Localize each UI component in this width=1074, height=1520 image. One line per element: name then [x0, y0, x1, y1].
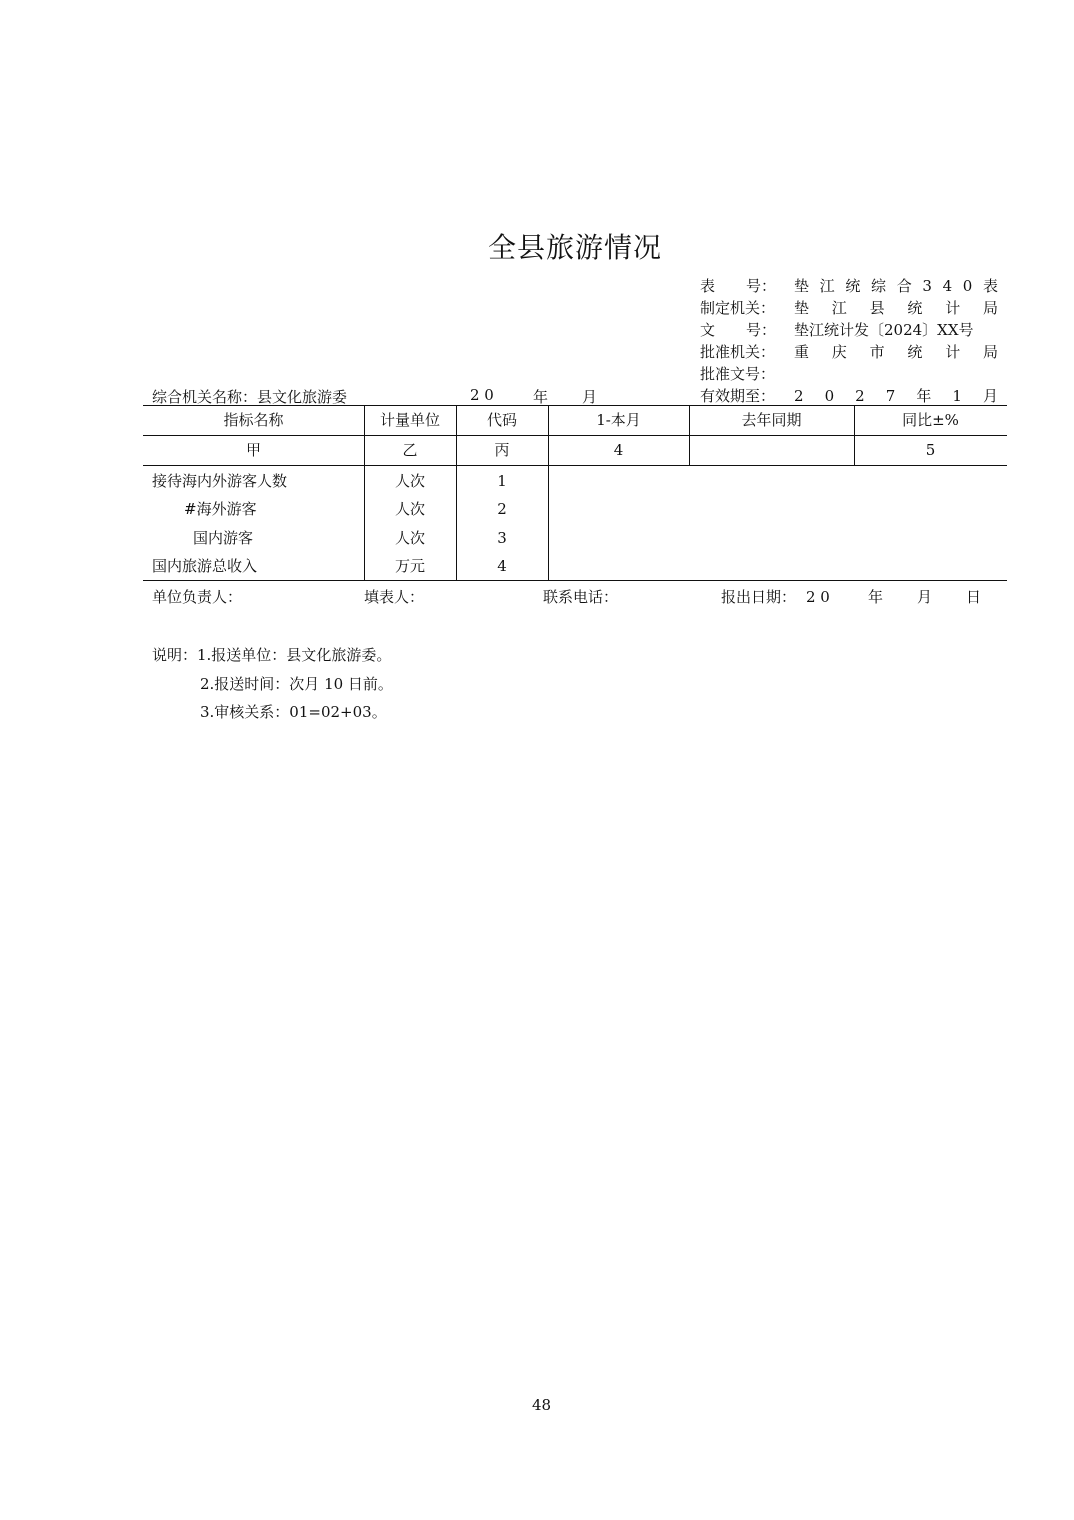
- meta-value-part: 庆: [831, 343, 847, 361]
- meta-value: [794, 319, 998, 341]
- code-cell: 乙: [402, 441, 418, 459]
- meta-value: [794, 275, 998, 297]
- meta-value-part: 合: [896, 277, 912, 295]
- meta-label-part: 批准机关：: [700, 343, 776, 361]
- meta-value-part: 0: [824, 387, 835, 405]
- meta-value-part: 局: [982, 343, 998, 361]
- meta-label-part: 有效期至：: [700, 387, 776, 405]
- meta-value-part: 7: [885, 387, 896, 405]
- footer-month: 月: [917, 588, 933, 606]
- row-unit: 万元: [394, 557, 425, 575]
- row-code: 1: [497, 472, 507, 490]
- code-cell: [689, 438, 854, 462]
- footer-leader: 单位负责人：: [152, 588, 243, 606]
- footer-day: 日: [966, 588, 982, 606]
- meta-row: [700, 385, 998, 407]
- meta-value: [794, 341, 998, 363]
- meta-label-part: 批准文号：: [700, 365, 776, 383]
- meta-value-part: 市: [869, 343, 885, 361]
- meta-label: [700, 385, 776, 407]
- meta-value-part: 计: [945, 343, 961, 361]
- row-name: 国内旅游总收入: [152, 557, 258, 575]
- meta-value-part: 年: [916, 387, 932, 405]
- note-line: 2.报送时间：次月 10 日前。: [200, 675, 393, 693]
- meta-label-part: 表: [700, 277, 716, 295]
- meta-label: [700, 297, 776, 319]
- meta-value-part: 3: [922, 277, 932, 295]
- page-number: 48: [531, 1396, 552, 1414]
- row-code: 4: [497, 557, 507, 575]
- table-bottom-rule: [143, 580, 1007, 581]
- footer-filler: 填表人：: [364, 588, 425, 606]
- meta-value-part: 0: [962, 277, 973, 295]
- code-cell: 甲: [245, 441, 261, 459]
- header-current: 1-本月: [596, 411, 641, 429]
- meta-label: [700, 363, 776, 385]
- meta-label-part: 号：: [745, 277, 776, 295]
- code-cell: 5: [925, 441, 936, 459]
- report-month-label: 月: [582, 388, 598, 406]
- meta-value-part: 综: [871, 277, 887, 295]
- report-year-prefix: 2 0: [470, 386, 494, 404]
- meta-value-part: 2: [794, 387, 804, 405]
- meta-label: [700, 319, 776, 341]
- header-indicator: 指标名称: [223, 411, 284, 429]
- meta-value-part: 江: [819, 277, 835, 295]
- meta-value-part: 重: [794, 343, 810, 361]
- meta-value-part: 1: [952, 387, 962, 405]
- meta-value-part: 月: [982, 387, 998, 405]
- meta-row: [700, 319, 998, 341]
- meta-label: [700, 341, 776, 363]
- table-header-rule: [143, 435, 1007, 436]
- meta-label-part: 制定机关：: [700, 299, 776, 317]
- row-unit: 人次: [394, 500, 425, 518]
- row-code: 3: [497, 529, 507, 547]
- meta-row: [700, 297, 998, 319]
- code-cell: 丙: [494, 441, 510, 459]
- row-code: 2: [497, 500, 507, 518]
- row-unit: 人次: [394, 529, 425, 547]
- meta-value-part: 江: [831, 299, 847, 317]
- header-yoy: 同比±%: [902, 411, 959, 429]
- header-code: 代码: [486, 411, 517, 429]
- footer-year: 年: [868, 588, 884, 606]
- meta-value-part: 垫江统计发〔2024〕XX号: [794, 321, 974, 339]
- meta-value-part: 统: [907, 299, 923, 317]
- row-name: #海外游客: [184, 500, 257, 518]
- org-name: 综合机关名称：县文化旅游委: [152, 388, 348, 406]
- meta-value-part: 局: [982, 299, 998, 317]
- meta-value-part: 计: [945, 299, 961, 317]
- meta-value-part: 表: [982, 277, 998, 295]
- meta-value-part: 2: [855, 387, 865, 405]
- meta-row: [700, 363, 998, 385]
- table-top-rule: [143, 405, 1007, 406]
- report-year-label: 年: [533, 388, 549, 406]
- header-last-year: 去年同期: [741, 411, 802, 429]
- note-line: 说明：1.报送单位：县文化旅游委。: [152, 646, 392, 664]
- meta-value-part: 4: [942, 277, 953, 295]
- meta-value-part: 统: [907, 343, 923, 361]
- meta-label-part: 文: [700, 321, 716, 339]
- meta-label-part: 号：: [745, 321, 776, 339]
- meta-value-part: 垫: [794, 299, 810, 317]
- meta-label: [700, 275, 776, 297]
- code-cell: 4: [613, 441, 624, 459]
- row-name: 国内游客: [193, 529, 254, 547]
- meta-value-part: 垫: [794, 277, 810, 295]
- note-line: 3.审核关系：01=02+03。: [200, 703, 387, 721]
- meta-row: [700, 275, 998, 297]
- meta-value: [794, 297, 998, 319]
- meta-row: [700, 341, 998, 363]
- page-title: 全县旅游情况: [487, 231, 662, 264]
- footer-date-label: 报出日期：: [721, 588, 797, 606]
- table-code-rule: [143, 465, 1007, 466]
- meta-value-part: 统: [845, 277, 861, 295]
- meta-value: [794, 363, 998, 385]
- meta-value: [794, 385, 998, 407]
- meta-value-part: 县: [869, 299, 885, 317]
- row-name: 接待海内外游客人数: [152, 472, 288, 490]
- row-unit: 人次: [394, 472, 425, 490]
- footer-date-year: 2 0: [806, 588, 830, 606]
- header-unit: 计量单位: [379, 411, 440, 429]
- footer-phone: 联系电话：: [543, 588, 619, 606]
